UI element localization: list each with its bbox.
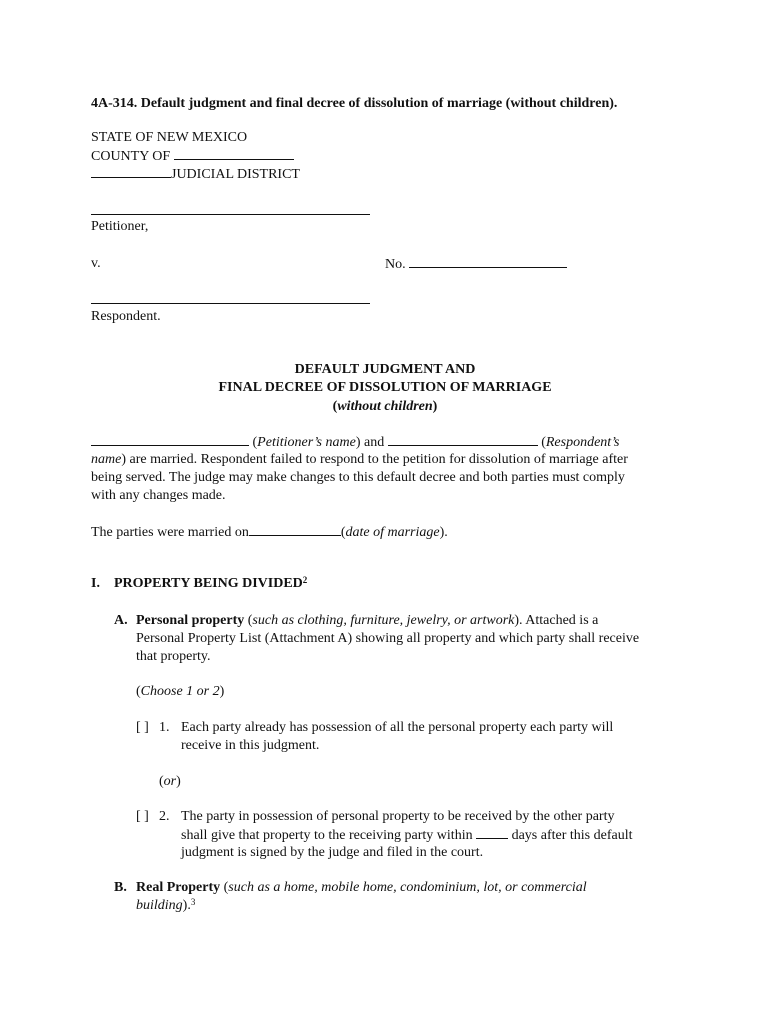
versus-label: v. [91,256,101,271]
option-2-line-3: judgment is signed by the judge and filed in the court. [181,845,484,860]
intro-line-1: (Petitioner’s name) and (Respondent’s [91,433,620,452]
item-b-letter: B. [114,880,127,895]
item-b-line-2: building).$^3$ [136,897,196,913]
days-blank[interactable] [476,826,508,839]
option-1-checkbox[interactable]: [ ] [136,720,149,735]
respondent-name-blank[interactable] [388,433,538,446]
item-a-line-3: that property. [136,649,211,664]
petitioner-name-hint: Petitioner’s name [257,435,356,450]
district-blank[interactable] [91,165,171,178]
respondent-name-hint-cont: name [91,452,122,467]
option-2-number: 2. [159,809,170,824]
heading-italic: without children [337,399,433,414]
respondent-name-line[interactable] [91,303,370,304]
case-number-label: No. [385,257,406,272]
item-b-title: Real Property [136,880,221,895]
option-2-line-1: The party in possession of personal property to be received by the other party [181,809,615,824]
intro-line-2-text: ) are married. Respondent failed to respond to the petition for dissolution of marriage after [121,452,628,467]
marriage-date-blank[interactable] [249,523,341,536]
county-line [91,147,294,166]
and-text: and [363,435,385,450]
marriage-date-label: The parties were married on [91,525,249,540]
item-a-line-1: Personal property (such as clothing, furniture, jewelry, or artwork). Attached is a [136,613,599,628]
heading-line-1: DEFAULT JUDGMENT AND [294,362,476,377]
item-a-hint: such as clothing, furniture, jewelry, or artwork [252,613,515,628]
respondent-name-hint: Respondent’s [545,435,620,450]
option-2-checkbox[interactable]: [ ] [136,809,149,824]
marriage-date-line: The parties were married on (date of marriage). [91,525,448,540]
district-line [91,165,300,184]
petitioner-name-blank[interactable] [91,433,249,446]
case-number-line [385,255,567,274]
district-label: JUDICIAL DISTRICT [171,167,300,182]
or-separator: (or) [159,774,181,789]
choose-instruction: (Choose 1 or 2) [136,684,225,699]
item-b-line-1: Real Property (such as a home, mobile home, condominium, lot, or commercial [136,880,587,895]
option-1-line-2: receive in this judgment. [181,738,320,753]
intro-line-4: with any changes made. [91,488,226,503]
respondent-label: Respondent. [91,309,161,324]
heading-line-2: FINAL DECREE OF DISSOLUTION OF MARRIAGE [218,380,552,395]
item-b-hint-cont: building [136,898,183,913]
petitioner-name-line[interactable] [91,214,370,215]
intro-line-2 [91,451,628,469]
case-number-blank[interactable] [409,255,567,268]
choose-text: Choose 1 or 2 [140,684,220,699]
footnote-ref-3: 3 [190,897,196,907]
marriage-date-hint: date of marriage [345,525,440,540]
state-label: STATE OF NEW MEXICO [91,130,248,145]
heading-line-3: (without children) [332,399,438,414]
county-blank[interactable] [174,147,294,160]
form-title: 4A-314. Default judgment and final decree of dissolution of marriage (without children). [91,96,618,111]
footnote-ref-2: 2 [302,575,308,585]
option-2-line-2: shall give that property to the receiving party within days after this default [181,828,633,843]
item-b-hint: such as a home, mobile home, condominium, lot, or commercial [228,880,587,895]
or-text: or [163,774,177,789]
section-1-number: I. [91,576,100,591]
petitioner-label: Petitioner, [91,219,149,234]
section-1-title: PROPERTY BEING DIVIDED$^2$ [114,575,308,591]
item-a-line-2: Personal Property List (Attachment A) showing all property and which party shall receive [136,631,640,646]
option-1-line-1: Each party already has possession of all the personal property each party will [181,720,614,735]
county-label: COUNTY OF [91,149,171,164]
item-a-title: Personal property [136,613,245,628]
intro-line-3: being served. The judge may make changes to this default decree and both parties must comply [91,470,625,485]
option-1-number: 1. [159,720,170,735]
item-a-letter: A. [114,613,128,628]
